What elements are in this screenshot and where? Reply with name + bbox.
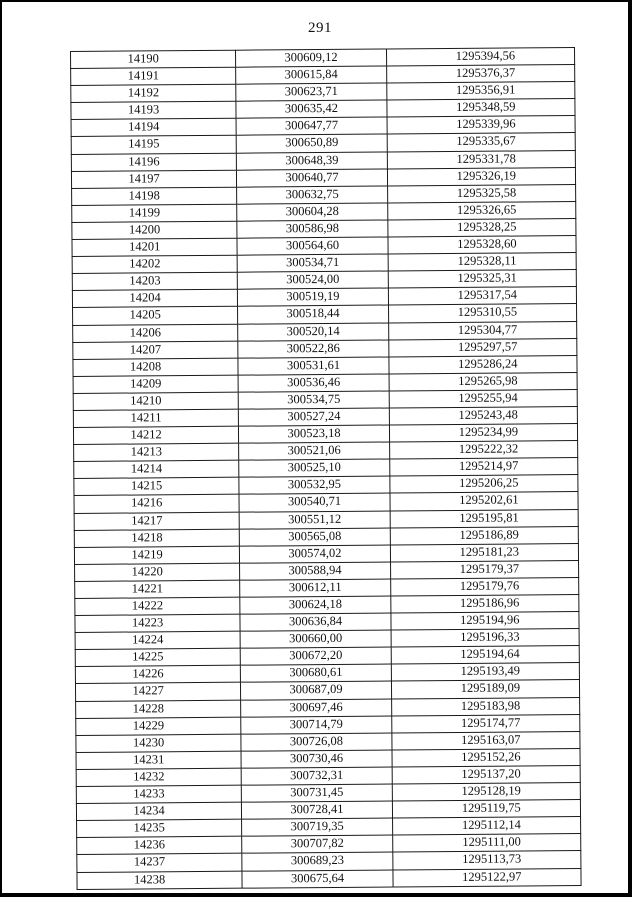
point-number-cell: 14213 (74, 443, 239, 461)
point-number-cell: 14199 (72, 204, 237, 222)
y-coordinate-cell: 1295137,20 (392, 765, 580, 784)
x-coordinate-cell: 300730,46 (241, 750, 392, 768)
y-coordinate-cell: 1295179,37 (390, 560, 578, 579)
y-coordinate-cell: 1295189,09 (391, 680, 579, 699)
x-coordinate-cell: 300689,23 (242, 852, 393, 870)
point-number-cell: 14197 (71, 170, 236, 188)
point-number-cell: 14233 (76, 785, 241, 803)
point-number-cell: 14224 (75, 631, 240, 649)
y-coordinate-cell: 1295326,19 (387, 167, 575, 186)
x-coordinate-cell: 300520,14 (238, 323, 389, 341)
x-coordinate-cell: 300675,64 (242, 869, 393, 887)
point-number-cell: 14231 (76, 751, 241, 769)
x-coordinate-cell: 300636,84 (240, 613, 391, 631)
x-coordinate-cell: 300534,71 (237, 254, 388, 272)
y-coordinate-cell: 1295152,26 (392, 748, 580, 767)
table-row (77, 868, 581, 889)
y-coordinate-cell: 1295196,33 (391, 629, 579, 648)
x-coordinate-cell: 300660,00 (240, 630, 391, 648)
y-coordinate-cell: 1295356,91 (386, 82, 574, 101)
x-coordinate-cell: 300565,08 (240, 528, 391, 546)
y-coordinate-cell: 1295326,65 (387, 201, 575, 220)
y-coordinate-cell: 1295255,94 (389, 389, 577, 408)
point-number-cell: 14238 (77, 871, 242, 889)
point-number-cell: 14212 (73, 426, 238, 444)
y-coordinate-cell: 1295119,75 (392, 800, 580, 819)
x-coordinate-cell: 300523,18 (239, 425, 390, 443)
x-coordinate-cell: 300604,28 (237, 203, 388, 221)
y-coordinate-cell: 1295183,98 (391, 697, 579, 716)
x-coordinate-cell: 300527,24 (239, 408, 390, 426)
y-coordinate-cell: 1295297,57 (388, 338, 576, 357)
point-number-cell: 14190 (71, 50, 236, 68)
y-coordinate-cell: 1295194,96 (391, 612, 579, 631)
x-coordinate-cell: 300731,45 (242, 784, 393, 802)
y-coordinate-cell: 1295202,61 (390, 492, 578, 511)
point-number-cell: 14203 (72, 272, 237, 290)
y-coordinate-cell: 1295186,89 (390, 526, 578, 545)
point-number-cell: 14206 (73, 324, 238, 342)
y-coordinate-cell: 1295193,49 (391, 663, 579, 682)
y-coordinate-cell: 1295214,97 (389, 458, 577, 477)
point-number-cell: 14200 (72, 221, 237, 239)
point-number-cell: 14196 (71, 153, 236, 171)
point-number-cell: 14232 (76, 768, 241, 786)
point-number-cell: 14204 (72, 290, 237, 308)
coordinates-table-body (71, 48, 582, 890)
point-number-cell: 14225 (75, 648, 240, 666)
y-coordinate-cell: 1295206,25 (390, 475, 578, 494)
x-coordinate-cell: 300640,77 (237, 169, 388, 187)
point-number-cell: 14218 (74, 529, 239, 547)
x-coordinate-cell: 300574,02 (240, 545, 391, 563)
point-number-cell: 14235 (77, 819, 242, 837)
y-coordinate-cell: 1295243,48 (389, 406, 577, 425)
y-coordinate-cell: 1295328,60 (388, 236, 576, 255)
point-number-cell: 14202 (72, 255, 237, 273)
point-number-cell: 14215 (74, 478, 239, 496)
x-coordinate-cell: 300624,18 (240, 596, 391, 614)
x-coordinate-cell: 300588,94 (240, 562, 391, 580)
x-coordinate-cell: 300531,61 (238, 357, 389, 375)
point-number-cell: 14234 (76, 802, 241, 820)
y-coordinate-cell: 1295265,98 (389, 372, 577, 391)
y-coordinate-cell: 1295317,54 (388, 287, 576, 306)
x-coordinate-cell: 300687,09 (241, 681, 392, 699)
x-coordinate-cell: 300726,08 (241, 733, 392, 751)
x-coordinate-cell: 300524,00 (238, 271, 389, 289)
point-number-cell: 14226 (75, 666, 240, 684)
y-coordinate-cell: 1295194,64 (391, 646, 579, 665)
x-coordinate-cell: 300714,79 (241, 716, 392, 734)
y-coordinate-cell: 1295376,37 (386, 65, 574, 84)
point-number-cell: 14205 (73, 307, 238, 325)
y-coordinate-cell: 1295111,00 (392, 834, 580, 853)
x-coordinate-cell: 300648,39 (237, 152, 388, 170)
y-coordinate-cell: 1295222,32 (389, 441, 577, 460)
point-number-cell: 14201 (72, 238, 237, 256)
x-coordinate-cell: 300623,71 (236, 83, 387, 101)
point-number-cell: 14237 (77, 854, 242, 872)
x-coordinate-cell: 300532,95 (239, 476, 390, 494)
y-coordinate-cell: 1295394,56 (386, 48, 574, 67)
x-coordinate-cell: 300732,31 (241, 767, 392, 785)
y-coordinate-cell: 1295179,76 (390, 577, 578, 596)
point-number-cell: 14208 (73, 358, 238, 376)
y-coordinate-cell: 1295335,67 (387, 133, 575, 152)
x-coordinate-cell: 300612,11 (240, 579, 391, 597)
x-coordinate-cell: 300707,82 (242, 835, 393, 853)
coordinates-table (70, 47, 582, 890)
y-coordinate-cell: 1295186,96 (390, 595, 578, 614)
x-coordinate-cell: 300518,44 (238, 305, 389, 323)
x-coordinate-cell: 300521,06 (239, 442, 390, 460)
x-coordinate-cell: 300519,19 (238, 288, 389, 306)
y-coordinate-cell: 1295113,73 (393, 851, 581, 870)
y-coordinate-cell: 1295348,59 (387, 99, 575, 118)
point-number-cell: 14194 (71, 119, 236, 137)
x-coordinate-cell: 300586,98 (237, 220, 388, 238)
point-number-cell: 14219 (74, 546, 239, 564)
point-number-cell: 14230 (76, 734, 241, 752)
point-number-cell: 14227 (75, 683, 240, 701)
point-number-cell: 14198 (72, 187, 237, 205)
x-coordinate-cell: 300564,60 (237, 237, 388, 255)
y-coordinate-cell: 1295181,23 (390, 543, 578, 562)
point-number-cell: 14216 (74, 495, 239, 513)
x-coordinate-cell: 300647,77 (236, 117, 387, 135)
y-coordinate-cell: 1295310,55 (388, 304, 576, 323)
x-coordinate-cell: 300680,61 (241, 664, 392, 682)
x-coordinate-cell: 300719,35 (242, 818, 393, 836)
x-coordinate-cell: 300534,75 (238, 391, 389, 409)
point-number-cell: 14217 (74, 512, 239, 530)
y-coordinate-cell: 1295325,58 (387, 184, 575, 203)
point-number-cell: 14211 (73, 409, 238, 427)
y-coordinate-cell: 1295195,81 (390, 509, 578, 528)
x-coordinate-cell: 300536,46 (238, 374, 389, 392)
x-coordinate-cell: 300728,41 (242, 801, 393, 819)
y-coordinate-cell: 1295304,77 (388, 321, 576, 340)
x-coordinate-cell: 300635,42 (236, 100, 387, 118)
point-number-cell: 14207 (73, 341, 238, 359)
point-number-cell: 14210 (73, 392, 238, 410)
point-number-cell: 14191 (71, 67, 236, 85)
x-coordinate-cell: 300609,12 (236, 49, 387, 67)
y-coordinate-cell: 1295286,24 (389, 355, 577, 374)
point-number-cell: 14209 (73, 375, 238, 393)
y-coordinate-cell: 1295112,14 (392, 817, 580, 836)
x-coordinate-cell: 300650,89 (236, 134, 387, 152)
point-number-cell: 14222 (75, 597, 240, 615)
y-coordinate-cell: 1295122,97 (393, 868, 581, 887)
y-coordinate-cell: 1295128,19 (392, 783, 580, 802)
point-number-cell: 14236 (77, 836, 242, 854)
point-number-cell: 14228 (76, 700, 241, 718)
x-coordinate-cell: 300615,84 (236, 66, 387, 84)
point-number-cell: 14223 (75, 614, 240, 632)
point-number-cell: 14229 (76, 717, 241, 735)
x-coordinate-cell: 300551,12 (239, 511, 390, 529)
point-number-cell: 14220 (75, 563, 240, 581)
x-coordinate-cell: 300632,75 (237, 186, 388, 204)
x-coordinate-cell: 300525,10 (239, 459, 390, 477)
x-coordinate-cell: 300522,86 (238, 340, 389, 358)
page-number: 291 (308, 20, 332, 36)
y-coordinate-cell: 1295174,77 (391, 714, 579, 733)
y-coordinate-cell: 1295328,11 (388, 253, 576, 272)
point-number-cell: 14214 (74, 460, 239, 478)
x-coordinate-cell: 300697,46 (241, 699, 392, 717)
y-coordinate-cell: 1295234,99 (389, 424, 577, 443)
point-number-cell: 14193 (71, 101, 236, 119)
y-coordinate-cell: 1295328,25 (388, 218, 576, 237)
x-coordinate-cell: 300540,71 (239, 493, 390, 511)
point-number-cell: 14221 (75, 580, 240, 598)
y-coordinate-cell: 1295339,96 (387, 116, 575, 135)
point-number-cell: 14192 (71, 84, 236, 102)
y-coordinate-cell: 1295163,07 (392, 731, 580, 750)
x-coordinate-cell: 300672,20 (240, 647, 391, 665)
y-coordinate-cell: 1295325,31 (388, 270, 576, 289)
point-number-cell: 14195 (71, 136, 236, 154)
y-coordinate-cell: 1295331,78 (387, 150, 575, 169)
